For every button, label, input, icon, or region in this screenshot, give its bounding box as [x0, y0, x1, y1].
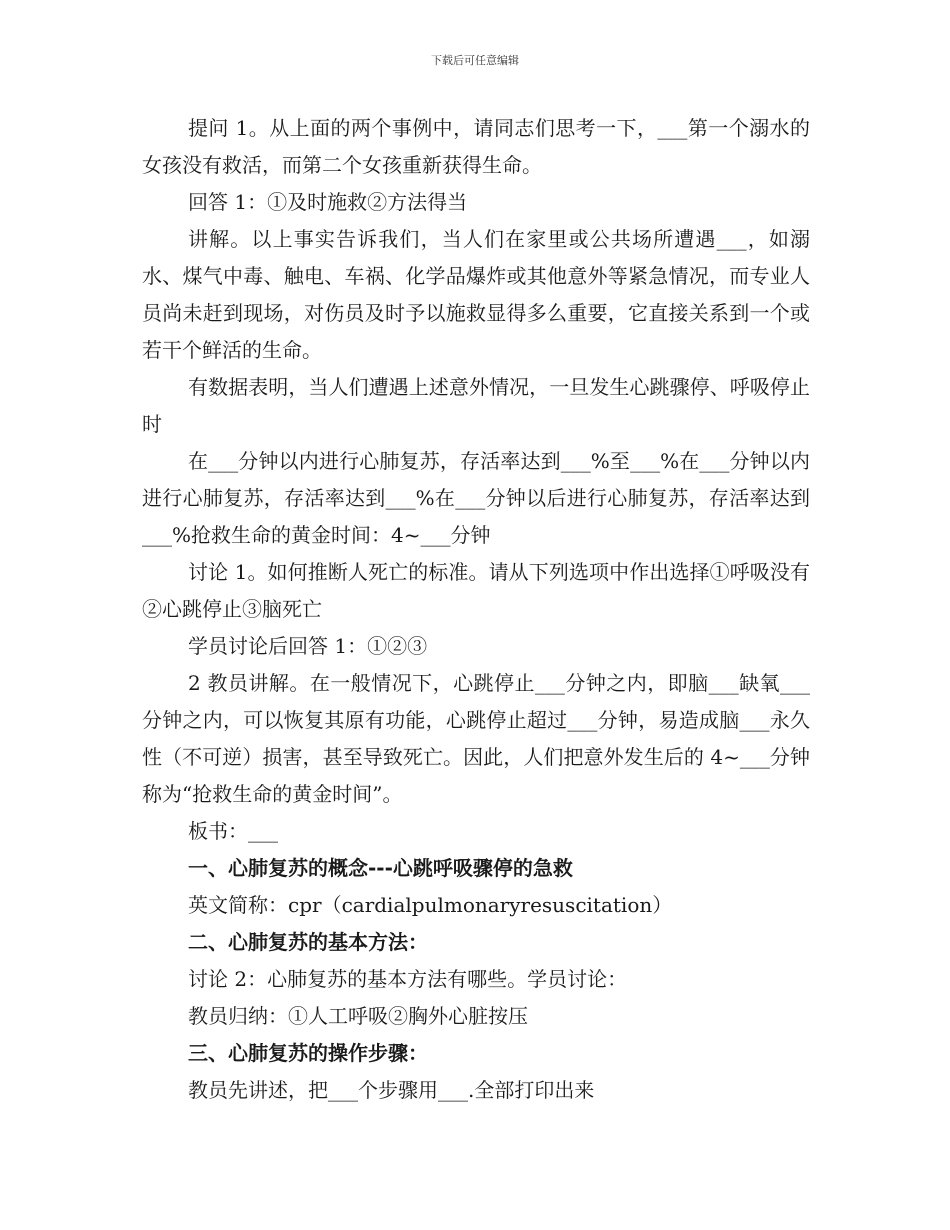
paragraph-data-intro: 有数据表明，当人们遭遇上述意外情况，一旦发生心跳骤停、呼吸停止时 — [142, 375, 810, 436]
paragraph-answer-1: 回答 1：①及时施救②方法得当 — [188, 190, 468, 214]
heading-cpr-steps: 三、心肺复苏的操作步骤： — [188, 1041, 428, 1065]
paragraph-blackboard: 板书：___ — [188, 819, 278, 843]
heading-cpr-concept: 一、心肺复苏的概念---心跳呼吸骤停的急救 — [188, 856, 573, 880]
paragraph-instructor-explanation: 2 教员讲解。在一般情况下，心跳停止___分钟之内，即脑___缺氧___分钟之内，可以恢复其原有功能，心跳停止超过___分钟，易造成脑___永久性（不可逆）损害，甚至导致死亡。因此，人们把意外发生后的 4~___分钟称为“抢救生命的黄金时间”。 — [142, 671, 810, 806]
paragraph-instructor-summary: 教员归纳：①人工呼吸②胸外心脏按压 — [188, 1004, 528, 1028]
paragraph-discussion-2: 讨论 2：心肺复苏的基本方法有哪些。学员讨论： — [188, 967, 628, 991]
paragraph-instructor-steps: 教员先讲述，把___个步骤用___.全部打印出来 — [188, 1078, 595, 1102]
paragraph-survival-rates: 在___分钟以内进行心肺复苏，存活率达到___%至___%在___分钟以内进行心肺复苏，存活率达到___%在___分钟以后进行心肺复苏，存活率达到___%抢救生命的黄金时间：4~___分钟 — [142, 449, 810, 547]
paragraph-question-1: 提问 1。从上面的两个事例中，请同志们思考一下，___第一个溺水的女孩没有救活，而第二个女孩重新获得生命。 — [142, 116, 810, 177]
document-body — [142, 110, 810, 1109]
paragraph-english-abbrev: 英文简称：cpr（cardialpulmonaryresuscitation） — [188, 893, 673, 917]
paragraph-explanation: 讲解。以上事实告诉我们，当人们在家里或公共场所遭遇___，如溺水、煤气中毒、触电、车祸、化学品爆炸或其他意外等紧急情况，而专业人员尚未赶到现场，对伤员及时予以施救显得多么重要，它直接关系到一个或若干个鲜活的生命。 — [142, 227, 810, 362]
paragraph-student-answer-1: 学员讨论后回答 1：①②③ — [188, 634, 428, 658]
page-header-note: 下载后可任意编辑 — [431, 54, 519, 67]
heading-cpr-methods: 二、心肺复苏的基本方法： — [188, 930, 428, 954]
paragraph-discussion-1: 讨论 1。如何推断人死亡的标准。请从下列选项中作出选择①呼吸没有②心跳停止③脑死亡 — [142, 560, 810, 621]
